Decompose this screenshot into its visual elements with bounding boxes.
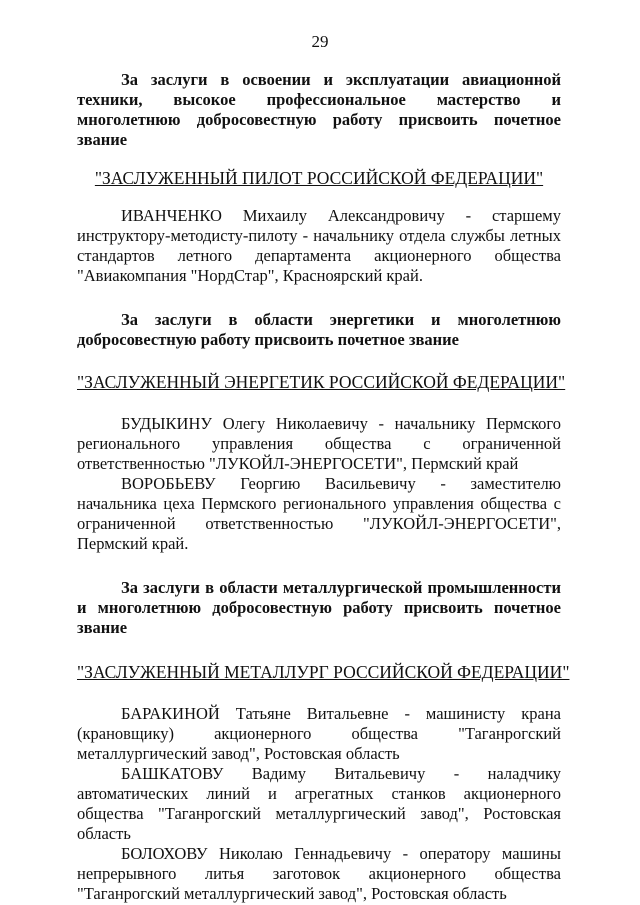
awardee-entry: БОЛОХОВУ Николаю Геннадьевичу - оператору машины непрерывного литья заготовок акционерного общества "Таганрогский металлургический завод", Ростовская область xyxy=(77,844,561,903)
award-intro-pilot: За заслуги в освоении и эксплуатации авиационной техники, высокое профессиональное мастерство и многолетнюю добросовестную работу присвоить почетное звание xyxy=(77,70,561,149)
awardee-entry: БАШКАТОВУ Вадиму Витальевичу - наладчику автоматических линий и агрегатных станков акционерного общества "Таганрогский металлургический завод", Ростовская область xyxy=(77,764,561,843)
page-number: 29 xyxy=(311,32,329,51)
awardee-entry: БАРАКИНОЙ Татьяне Витальевне - машинисту крана (крановщику) акционерного общества "Таганрогский металлургический завод", Ростовская область xyxy=(77,704,561,763)
award-title-metallurgy: "ЗАСЛУЖЕННЫЙ МЕТАЛЛУРГ РОССИЙСКОЙ ФЕДЕРАЦИИ" xyxy=(77,662,570,682)
award-title-energetics: "ЗАСЛУЖЕННЫЙ ЭНЕРГЕТИК РОССИЙСКОЙ ФЕДЕРАЦИИ" xyxy=(77,372,566,392)
award-title-pilot: "ЗАСЛУЖЕННЫЙ ПИЛОТ РОССИЙСКОЙ ФЕДЕРАЦИИ" xyxy=(94,168,544,188)
award-intro-energetics: За заслуги в области энергетики и многолетнюю добросовестную работу присвоить почетное звание xyxy=(77,310,561,349)
awardee-entry: ВОРОБЬЕВУ Георгию Васильевичу - заместителю начальника цеха Пермского регионального управления общества с ограниченной ответственностью "ЛУКОЙЛ-ЭНЕРГОСЕТИ", Пермский край. xyxy=(77,474,561,553)
document-body xyxy=(77,70,570,904)
awardee-entry: БУДЫКИНУ Олегу Николаевичу - начальнику Пермского регионального управления общества с ограниченной ответственностью "ЛУКОЙЛ-ЭНЕРГОСЕТИ", Пермский край xyxy=(77,414,561,473)
award-intro-metallurgy: За заслуги в области металлургической промышленности и многолетнюю добросовестную работу присвоить почетное звание xyxy=(77,578,561,637)
awardee-entry: ИВАНЧЕНКО Михаилу Александровичу - старшему инструктору-методисту-пилоту - начальнику отдела службы летных стандартов летного департамента акционерного общества "Авиакомпания "НордСтар", Красноярский край. xyxy=(77,206,561,285)
